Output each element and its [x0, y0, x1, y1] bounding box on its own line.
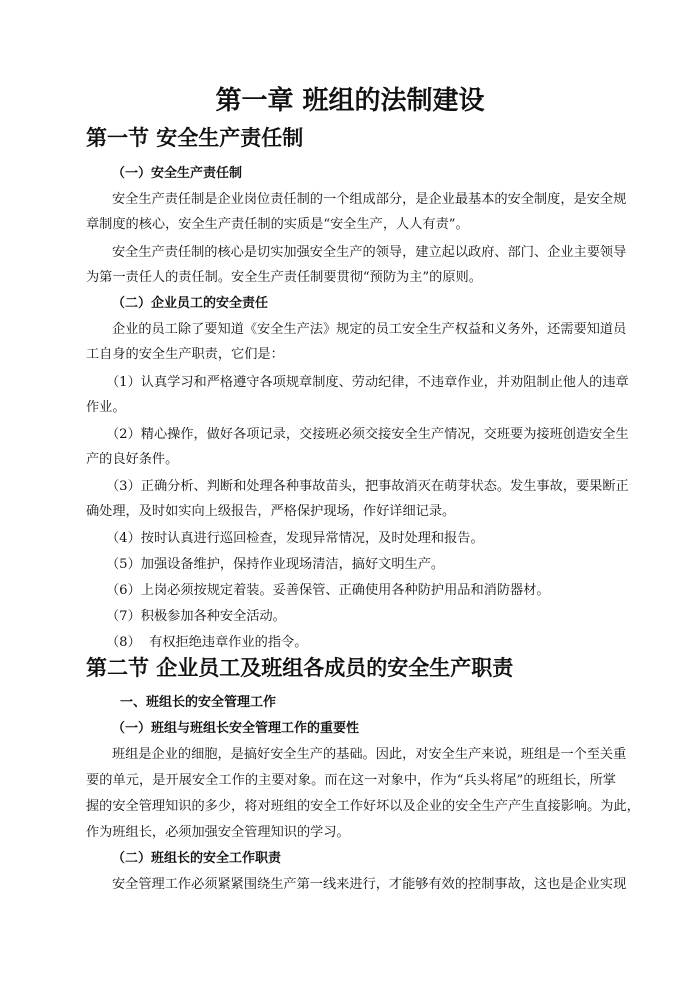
subsection-heading: （二）班组长的安全工作职责 [112, 851, 282, 866]
list-item-line: （1）认真学习和严格遵守各项规章制度、劳动纪律，不违章作业，并劝阻制止他人的违章 [106, 375, 629, 390]
paragraph-line: 握的安全管理知识的多少，将对班组的安全工作好坏以及企业的安全生产产生直接影响。为此， [86, 799, 640, 814]
list-item-line: 产的良好条件。 [86, 452, 179, 467]
paragraph-line: 为第一责任人的责任制。安全生产责任制要贯彻“预防为主”的原则。 [86, 270, 482, 285]
list-item-line: 确处理，及时如实向上级报告，严格保护现场，作好详细记录。 [86, 504, 456, 519]
part-heading: 一、班组长的安全管理工作 [120, 695, 277, 710]
paragraph-line: 作为班组长，必须加强安全管理知识的学习。 [86, 825, 350, 840]
paragraph-line: 班组是企业的细胞，是搞好安全生产的基础。因此，对安全生产来说，班组是一个至关重 [112, 747, 627, 762]
list-item: （7）积极参加各种安全活动。 [106, 609, 286, 624]
paragraph-line: 安全生产责任制的核心是切实加强安全生产的领导，建立起以政府、部门、企业主要领导 [112, 245, 627, 260]
list-item: （5）加强设备维护，保持作业现场清洁，搞好文明生产。 [106, 557, 445, 572]
list-item: （8） 有权拒绝违章作业的指令。 [106, 635, 308, 650]
subsection-heading: （一）安全生产责任制 [112, 166, 243, 181]
list-item-line: 作业。 [86, 400, 126, 415]
section-title: 第一节 安全生产责任制 [86, 126, 304, 150]
list-item: （4）按时认真进行巡回检查，发现异常情况，及时处理和报告。 [106, 531, 484, 546]
paragraph-line: 章制度的核心，安全生产责任制的实质是“安全生产，人人有责”。 [86, 217, 469, 232]
list-item-line: （2）精心操作，做好各项记录，交接班必须交接安全生产情况，交班要为接班创造安全生 [106, 427, 629, 442]
section-title: 第二节 企业员工及班组各成员的安全生产职责 [86, 656, 514, 680]
paragraph-line: 安全管理工作必须紧紧围绕生产第一线来进行，才能够有效的控制事故，这也是企业实现 [112, 877, 627, 892]
subsection-heading: （二）企业员工的安全责任 [112, 296, 269, 311]
chapter-title: 第一章 班组的法制建设 [215, 86, 485, 116]
subsection-heading: （一）班组与班组长安全管理工作的重要性 [112, 721, 360, 736]
paragraph-line: 企业的员工除了要知道《安全生产法》规定的员工安全生产权益和义务外，还需要知道员 [112, 322, 627, 337]
paragraph-line: 要的单元，是开展安全工作的主要对象。而在这一对象中，作为“兵头将尾”的班组长，所掌 [86, 773, 616, 788]
paragraph-line: 安全生产责任制是企业岗位责任制的一个组成部分，是企业最基本的安全制度，是安全规 [112, 192, 627, 207]
paragraph-line: 工自身的安全生产职责，它们是： [86, 347, 284, 362]
list-item: （6）上岗必须按规定着装。妥善保管、正确使用各种防护用品和消防器材。 [106, 583, 550, 598]
list-item-line: （3）正确分析、判断和处理各种事故苗头，把事故消灭在萌芽状态。发生事故，要果断正 [106, 479, 629, 494]
